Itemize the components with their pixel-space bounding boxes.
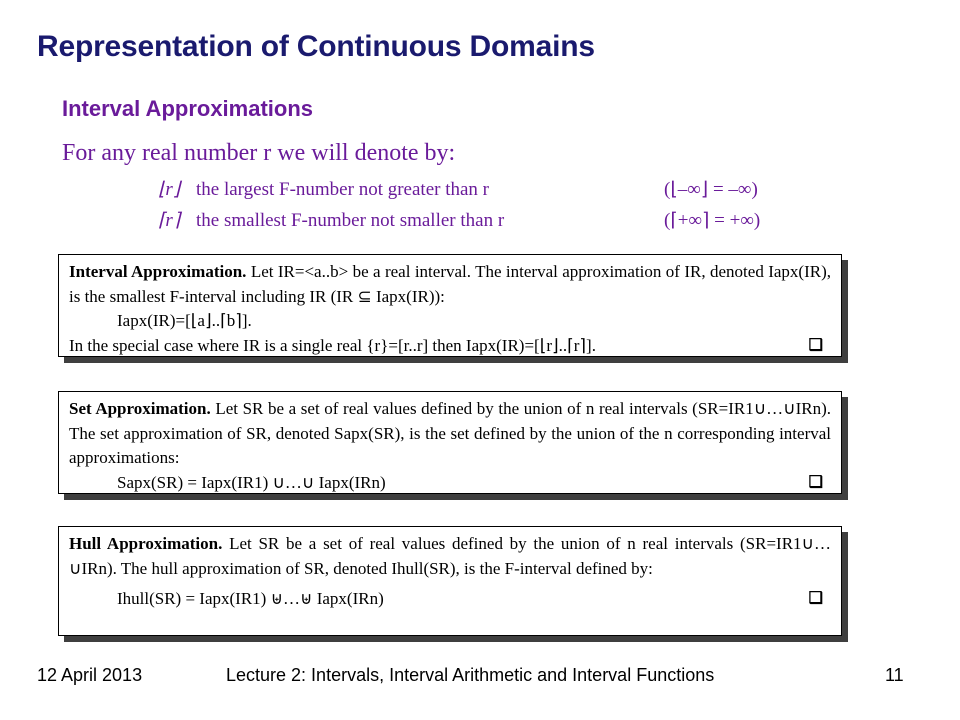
footer-date: 12 April 2013 (37, 665, 143, 685)
set-lead: Set Approximation. (69, 399, 211, 418)
hull-lead: Hull Approximation. (69, 534, 223, 553)
interval-approximation-box (58, 254, 842, 357)
floor-definition (158, 178, 758, 201)
ceil-definition (158, 209, 761, 232)
intro-text: For any real number r we will denote by: (62, 140, 456, 166)
qed-icon: ❑ (808, 590, 823, 607)
ceil-symbol: ⌈r⌉ (158, 210, 181, 231)
floor-text: the largest F-number not greater than r (196, 179, 489, 200)
interval-formula: Iapx(IR)=[⌊a⌋..⌈b⌉]. (117, 311, 252, 330)
set-body: Let SR be a set of real values defined by the union of n real intervals (SR=IR1∪…∪IRn). The set approximation of SR, denoted Sapx(SR), is the set defined by the union of the n corresponding interval approximations: (69, 399, 832, 467)
footer-page-number: 11 (885, 665, 904, 685)
hull-formula: Ihull(SR) = Iapx(IR1) ⊎…⊎ Iapx(IRn) (117, 589, 384, 608)
floor-example: (⌊–∞⌋ = –∞) (664, 179, 758, 200)
qed-icon: ❑ (808, 473, 823, 491)
footer-course-title: Lecture 2: Intervals, Interval Arithmetic and Interval Functions (226, 665, 715, 685)
ceil-example: (⌈+∞⌉ = +∞) (664, 210, 761, 231)
interval-special-case: In the special case where IR is a single real {r}=[r..r] then Iapx(IR)=[⌊r⌋..⌈r⌉]. (69, 335, 596, 355)
slide-title: Representation of Continuous Domains (37, 30, 595, 63)
set-formula: Sapx(SR) = Iapx(IR1) ∪…∪ Iapx(IRn) (117, 472, 386, 492)
ceil-text: the smallest F-number not smaller than r (196, 210, 505, 231)
set-approximation-box (58, 391, 842, 494)
interval-lead: Interval Approximation. (69, 262, 247, 281)
interval-body: Let IR=<a..b> be a real interval. The interval approximation of IR, denoted Iapx(IR), is the smallest F-interval including IR (IR ⊆ Iapx(IR)): (69, 262, 831, 306)
hull-body: Let SR be a set of real values defined by the union of n real intervals (SR=IR1∪…∪IRn). The hull approximation of SR, denoted Ihull(SR), is the F-interval defined by: (69, 534, 831, 578)
floor-symbol: ⌊r⌋ (158, 179, 181, 200)
slide-subtitle: Interval Approximations (62, 96, 314, 121)
qed-icon: ❑ (808, 336, 823, 354)
hull-approximation-box (58, 526, 842, 636)
